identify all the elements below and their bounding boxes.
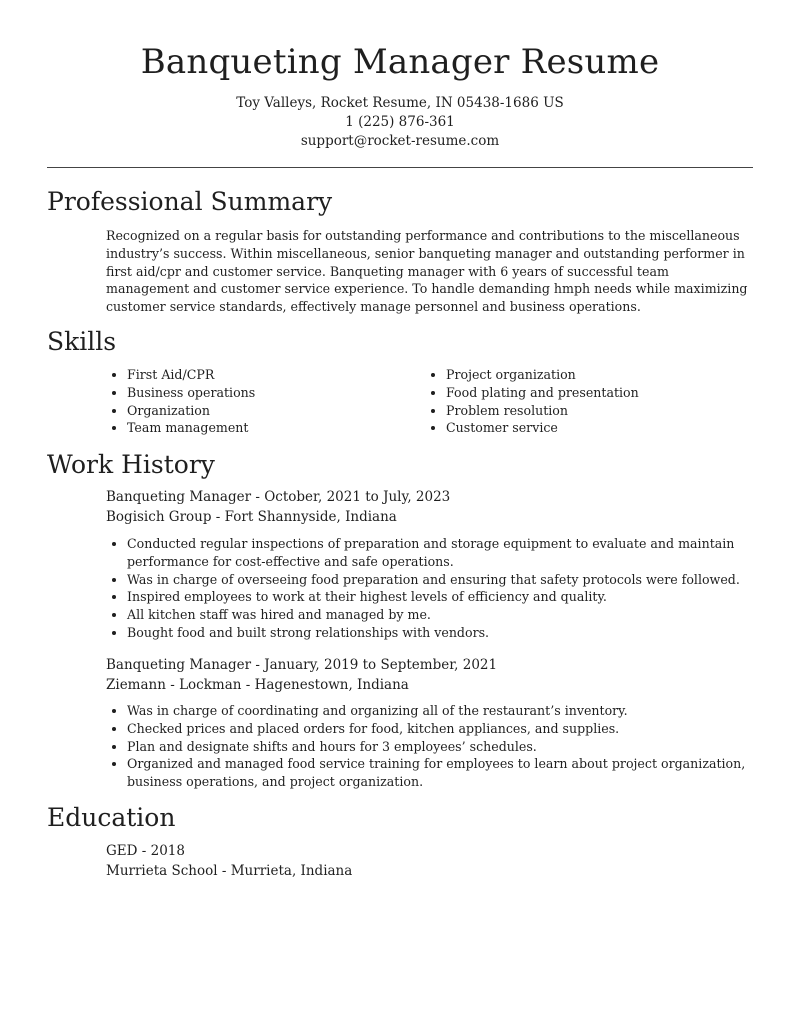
skill-item: • Food plating and presentation [446,384,725,402]
education-school: Murrieta School [106,862,218,879]
section-title-skills: Skills [47,327,117,356]
skills-list-left [106,366,406,437]
separator: - [137,843,151,859]
job-dates: October, 2021 to July, 2023 [264,489,451,505]
separator: - [251,489,265,505]
job-bullet-list [106,535,752,642]
separator: - [251,657,265,673]
contact-address: Toy Valleys, Rocket Resume, IN 05438-1686 US [236,95,564,111]
job-title-line [106,488,752,508]
job-dates: January, 2019 to September, 2021 [264,657,498,673]
list-item: • All kitchen staff was hired and managed by me. [127,606,752,624]
separator: - [211,508,225,525]
job-bullets [106,535,752,642]
job-location: Fort Shannyside, Indiana [224,508,397,525]
contact-block [0,94,800,151]
section-title-work-history: Work History [47,450,215,479]
education-location: Murrieta, Indiana [230,862,353,879]
skills-column-right [425,366,725,437]
list-item: • Organized and managed food service training for employees to learn about project organization, business operations, and project organization. [127,755,752,791]
list-item: • Was in charge of overseeing food preparation and ensuring that safety protocols were followed. [127,571,752,589]
job-bullet-list [106,702,752,791]
list-item: • Checked prices and placed orders for food, kitchen appliances, and supplies. [127,720,752,738]
job-location: Hagenestown, Indiana [254,676,409,693]
job-header [106,656,752,695]
list-item: • Plan and designate shifts and hours for 3 employees’ schedules. [127,738,752,756]
job-title: Banqueting Manager [106,489,252,505]
education-year: 2018 [150,843,185,859]
skill-item: • Customer service [446,419,725,437]
list-item: • Inspired employees to work at their highest levels of efficiency and quality. [127,588,752,606]
job-header [106,488,752,527]
separator: - [217,862,231,879]
education-degree-line [106,842,752,862]
page-title: Banqueting Manager Resume [140,42,660,82]
job-company: Ziemann - Lockman [106,676,242,693]
resume-header [0,0,800,151]
contact-email[interactable]: support@rocket-resume.com [300,133,500,149]
section-title-education: Education [47,803,176,832]
skill-item: • Team management [127,419,406,437]
skills-column-left [106,366,406,437]
header-divider [47,167,753,168]
list-item: • Conducted regular inspections of preparation and storage equipment to evaluate and maintain performance for cost-effective and safe operations. [127,535,752,571]
contact-phone: 1 (225) 876-361 [345,114,455,130]
summary-text: Recognized on a regular basis for outstanding performance and contributions to the miscellaneous industry’s success. Within miscellaneous, senior banqueting manager and outstanding performer in first aid/cpr and customer service. Banqueting manager with 6 years of successful team management and customer service experience. To handle demanding hmph needs while maximizing customer service standards, effectively manage personnel and business operations. [106,228,748,315]
skill-item: • Project organization [446,366,725,384]
section-title-summary: Professional Summary [47,187,333,216]
job-company-line [106,676,752,696]
list-item: • Was in charge of coordinating and organizing all of the restaurant’s inventory. [127,702,752,720]
job-bullets [106,702,752,791]
skill-item: • Organization [127,402,406,420]
separator: - [241,676,255,693]
job-company-line [106,508,752,528]
education-degree: GED [106,843,138,859]
job-title: Banqueting Manager [106,657,252,673]
skill-item: • Business operations [127,384,406,402]
list-item: • Bought food and built strong relationships with vendors. [127,624,752,642]
job-title-line [106,656,752,676]
education-school-line [106,862,752,882]
education-entry [106,842,752,881]
skills-list-right [425,366,725,437]
job-company: Bogisich Group [106,508,212,525]
skill-item: • First Aid/CPR [127,366,406,384]
skill-item: • Problem resolution [446,402,725,420]
